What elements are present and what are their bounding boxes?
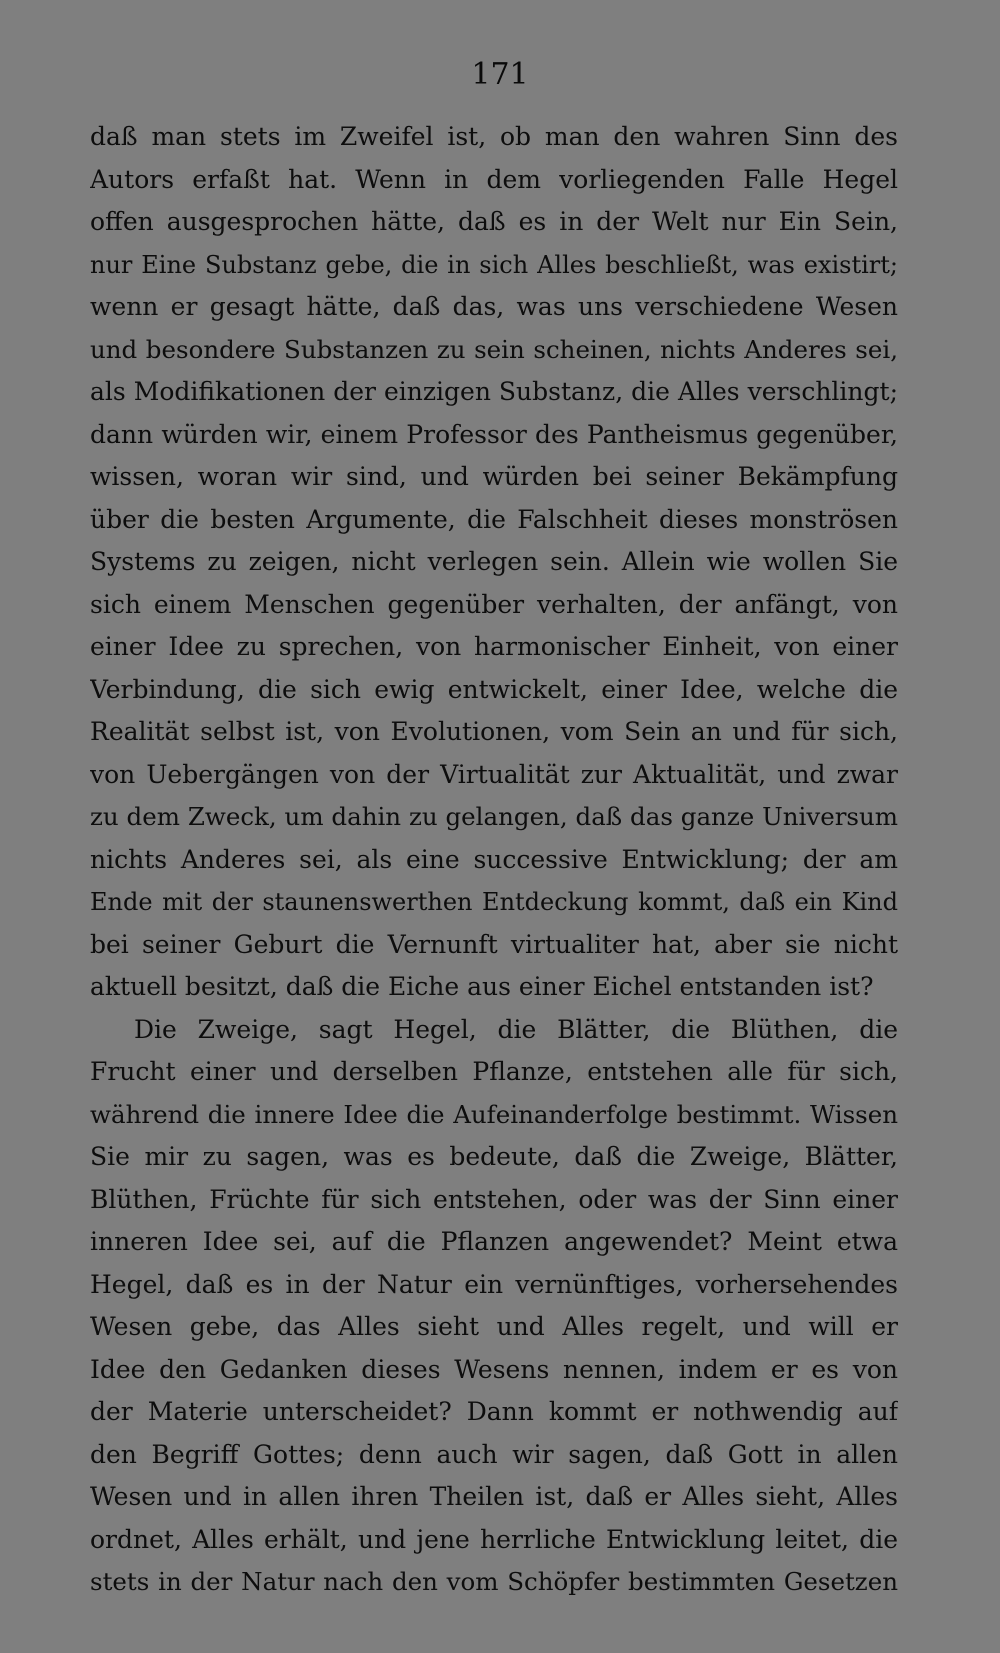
- text-line: offen ausgesprochen hätte, daß es in der Welt nur Ein Sein,: [90, 207, 898, 236]
- text-line-paragraph-start: Die Zweige, sagt Hegel, die Blätter, die Blüthen, die: [134, 1014, 898, 1044]
- text-line: Ende mit der staunenswerthen Entdeckung kommt, daß ein Kind: [90, 888, 898, 916]
- text-line: sich einem Menschen gegenüber verhalten, der anfängt, von: [90, 589, 898, 619]
- text-line: Idee den Gedanken dieses Wesens nennen, indem er es von: [90, 1354, 898, 1384]
- text-line: bei seiner Geburt die Vernunft virtualiter hat, aber sie nicht: [90, 929, 898, 959]
- text-line: Wesen gebe, das Alles sieht und Alles regelt, und will er: [90, 1312, 898, 1341]
- text-line: als Modifikationen der einzigen Substanz, die Alles verschlingt;: [90, 377, 898, 406]
- body-text: [90, 116, 898, 1604]
- text-line: Systems zu zeigen, nicht verlegen sein. Allein wie wollen Sie: [90, 547, 898, 576]
- text-line: stets in der Natur nach den vom Schöpfer bestimmten Gesetzen: [90, 1567, 898, 1596]
- text-line: daß man stets im Zweifel ist, ob man den wahren Sinn des: [90, 122, 898, 151]
- text-line: einer Idee zu sprechen, von harmonischer Einheit, von einer: [90, 632, 898, 661]
- text-line: von Uebergängen von der Virtualität zur Aktualität, und zwar: [90, 759, 898, 789]
- text-line: den Begriff Gottes; denn auch wir sagen, daß Gott in allen: [90, 1439, 898, 1469]
- text-line: dann würden wir, einem Professor des Pantheismus gegenüber,: [90, 419, 898, 449]
- text-line: Frucht einer und derselben Pflanze, entstehen alle für sich,: [90, 1057, 898, 1086]
- text-line: wissen, woran wir sind, und würden bei seiner Bekämpfung: [90, 462, 898, 491]
- text-line: ordnet, Alles erhält, und jene herrliche Entwicklung leitet, die: [90, 1524, 898, 1554]
- text-line: Wesen und in allen ihren Theilen ist, daß er Alles sieht, Alles: [90, 1482, 898, 1511]
- text-line: Hegel, daß es in der Natur ein vernünftiges, vorhersehendes: [90, 1269, 898, 1299]
- text-line: Sie mir zu sagen, was es bedeute, daß die Zweige, Blätter,: [90, 1142, 898, 1171]
- text-line: Autors erfaßt hat. Wenn in dem vorliegenden Falle Hegel: [90, 164, 898, 194]
- text-line: nur Eine Substanz gebe, die in sich Alles beschließt, was existirt;: [90, 250, 898, 279]
- text-line: Realität selbst ist, von Evolutionen, vom Sein an und für sich,: [90, 717, 898, 746]
- text-line: und besondere Substanzen zu sein scheinen, nichts Anderes sei,: [90, 334, 898, 364]
- text-line: der Materie unterscheidet? Dann kommt er nothwendig auf: [90, 1397, 898, 1426]
- page-number: 171: [471, 57, 529, 92]
- text-line-paragraph-end: aktuell besitzt, daß die Eiche aus einer Eichel entstanden ist?: [90, 972, 874, 1001]
- text-line: zu dem Zweck, um dahin zu gelangen, daß das ganze Universum: [90, 802, 898, 831]
- text-line: während die innere Idee die Aufeinanderfolge bestimmt. Wissen: [90, 1099, 898, 1129]
- text-line: nichts Anderes sei, als eine successive Entwicklung; der am: [90, 844, 898, 874]
- text-line: wenn er gesagt hätte, daß das, was uns verschiedene Wesen: [90, 292, 898, 321]
- text-line: Verbindung, die sich ewig entwickelt, einer Idee, welche die: [90, 674, 898, 704]
- text-line: inneren Idee sei, auf die Pflanzen angewendet? Meint etwa: [90, 1227, 898, 1256]
- text-line: über die besten Argumente, die Falschheit dieses monströsen: [90, 504, 898, 534]
- text-line: Blüthen, Früchte für sich entstehen, oder was der Sinn einer: [90, 1184, 898, 1214]
